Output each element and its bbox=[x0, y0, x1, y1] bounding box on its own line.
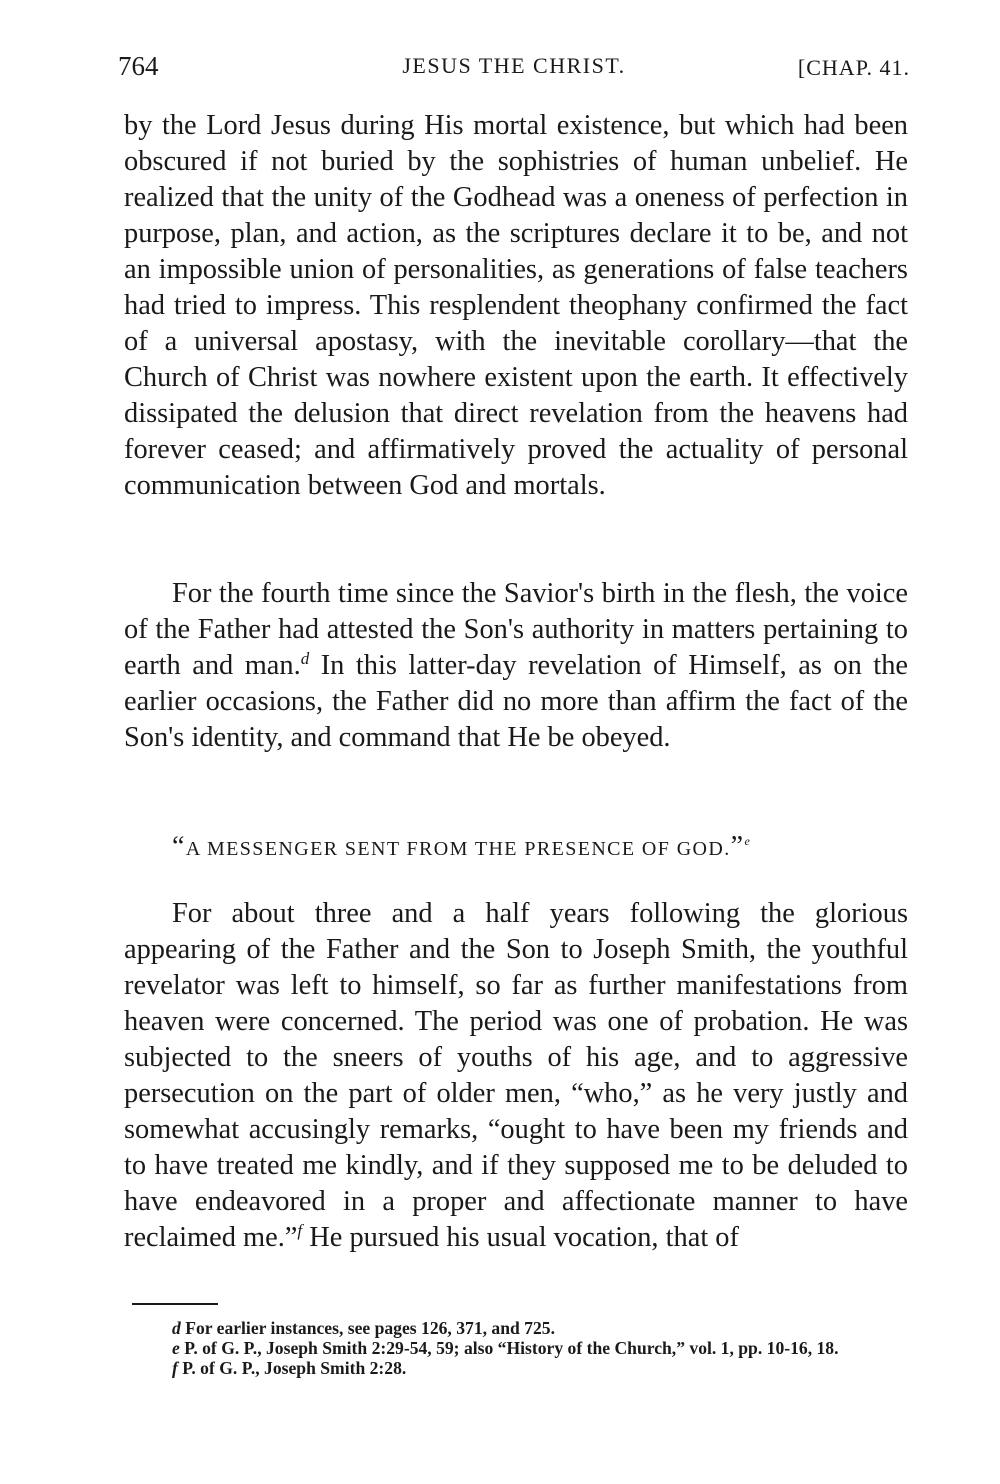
footnote-reference-d: d bbox=[300, 649, 310, 668]
footnote-divider bbox=[132, 1303, 218, 1305]
paragraph-text: For about three and a half years following the glorious appearing of the Father and the Son to Joseph Smith, the youthful revelator was left to himself, so far as further manifestations from heaven were concerned. The period was one of probation. He was subjected to the sneers of youths of his age, and to aggressive persecution on the part of older men, “who,” as he very justly and somewhat accusingly remarks, “ought to have been my friends and to have treated me kindly, and if they supposed me to be deluded to have endeavored in a proper and affectionate manner to have reclaimed me.” bbox=[124, 898, 908, 1253]
page-number: 764 bbox=[118, 51, 159, 81]
paragraph-text-continued: In this latter-day revelation of Himself, as on the earlier occasions, the Father did no more than affirm the fact of the Son's identity, and command that He be obeyed. bbox=[124, 650, 908, 753]
footnote-d: d For earlier instances, see pages 126, 371, and 725. bbox=[172, 1318, 555, 1338]
section-heading: “A MESSENGER SENT FROM THE PRESENCE OF GOD.”$^e$ bbox=[172, 831, 752, 862]
paragraph-continued: by the Lord Jesus during His mortal existence, but which had been obscured if not buried by the sophistries of human unbelief. He realized that the unity of the Godhead was a oneness of perfection in purpose, plan, and action, as the scriptures declare it to be, and not an impossible union of personalities, as generations of false teachers had tried to impress. This resplendent theophany confirmed the fact of a universal apostasy, with the inevitable corollary—that the Church of Christ was nowhere existent upon the earth. It effectively dissipated the delusion that direct revelation from the heavens had forever ceased; and affirmatively proved the actuality of personal communication between God and mortals. bbox=[124, 110, 908, 501]
book-title: JESUS THE CHRIST. bbox=[402, 53, 626, 78]
paragraph-probation bbox=[124, 896, 908, 1256]
footnote-reference-f: f bbox=[297, 1221, 303, 1240]
footnote-f: f P. of G. P., Joseph Smith 2:28. bbox=[172, 1358, 407, 1378]
footnotes bbox=[130, 1318, 910, 1378]
paragraph-fourth-time bbox=[124, 576, 908, 756]
footnote-e: e P. of G. P., Joseph Smith 2:29-54, 59; also “History of the Church,” vol. 1, pp. 10-16, 18. bbox=[172, 1338, 839, 1358]
paragraph-text-continued: He pursued his usual vocation, that of bbox=[302, 1222, 739, 1253]
footnote-reference-e: e bbox=[744, 834, 752, 848]
chapter-label: [CHAP. 41. bbox=[797, 55, 910, 80]
paragraph-text: For the fourth time since the Savior's birth in the flesh, the voice of the Father had attested the Son's authority in matters pertaining to earth and man. bbox=[124, 578, 908, 681]
section-heading-text: A MESSENGER SENT FROM THE PRESENCE OF GOD. bbox=[185, 838, 731, 860]
running-head bbox=[118, 46, 910, 86]
